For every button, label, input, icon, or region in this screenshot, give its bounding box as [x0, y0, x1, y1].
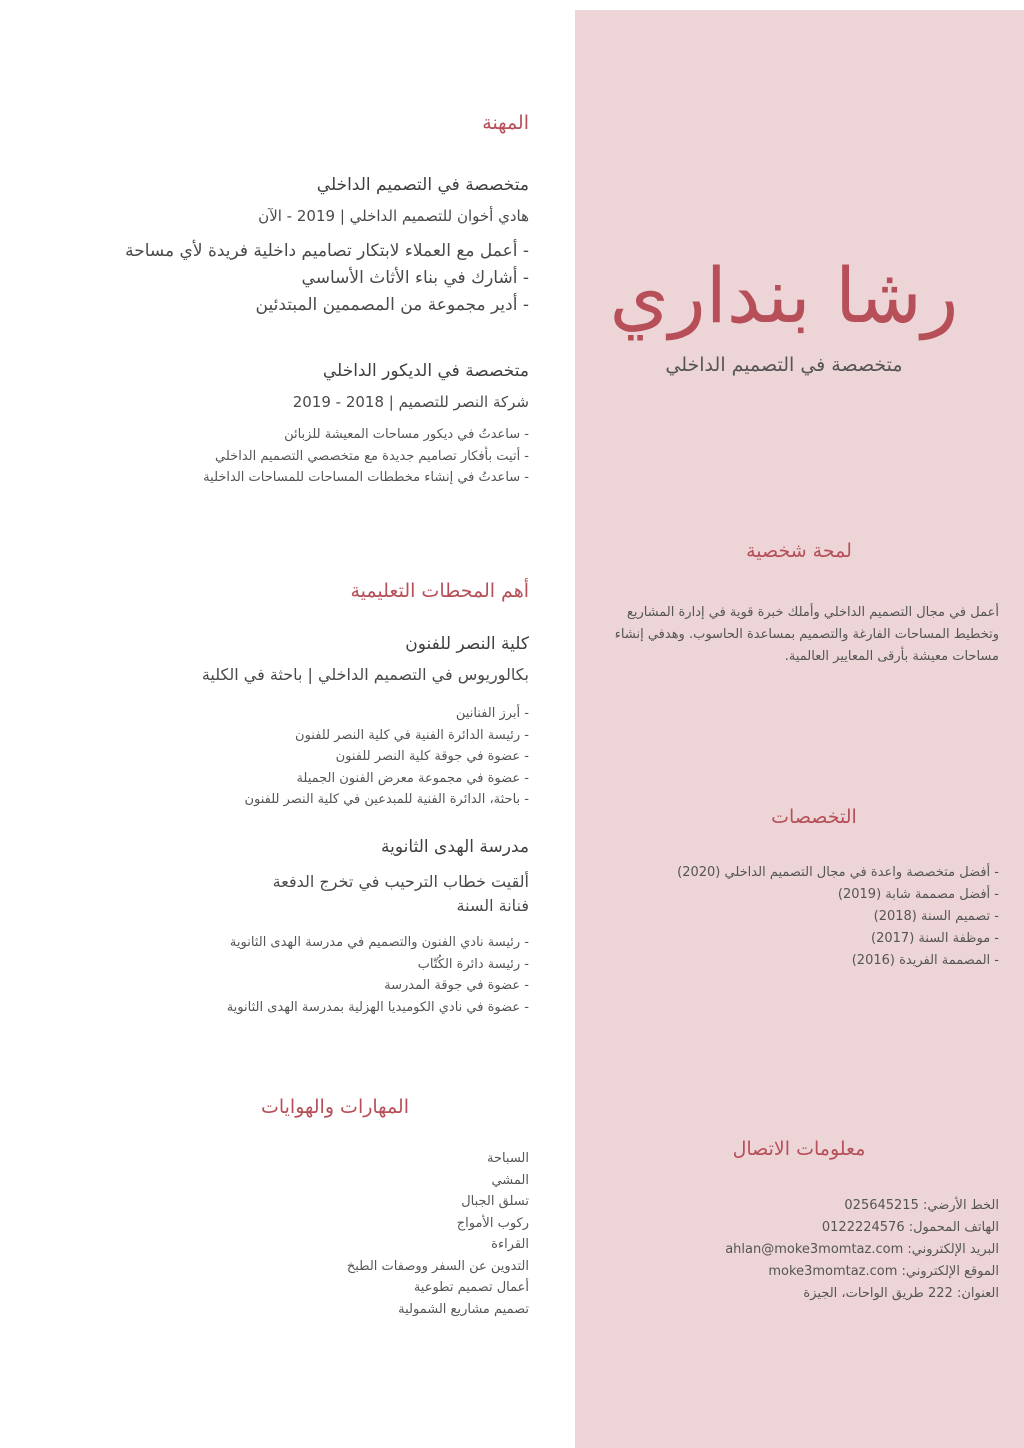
- contact-heading: معلومات الاتصال: [732, 1138, 866, 1160]
- list-item: - أدير مجموعة من المصممين المبتدئين: [255, 295, 529, 315]
- job-entry: [49, 172, 529, 319]
- contact-address: العنوان: 222 طريق الواحات، الجيزة: [803, 1286, 999, 1301]
- sidebar-panel: [575, 10, 1024, 1448]
- list-item: - موظفة السنة (2017): [871, 931, 999, 946]
- job-company: شركة النصر للتصميم | 2018 - 2019: [292, 393, 529, 411]
- school-activities-list: [49, 703, 529, 811]
- job-duties-list: [49, 238, 529, 319]
- job-entry: [49, 358, 529, 489]
- summary-heading: لمحة شخصية: [746, 540, 852, 562]
- list-item: السباحة: [486, 1151, 529, 1166]
- skills-heading: المهارات والهوايات: [260, 1096, 409, 1118]
- list-item: - أتيت بأفكار تصاميم جديدة مع متخصصي التصميم الداخلي: [215, 448, 529, 464]
- list-item: تسلق الجبال: [461, 1194, 529, 1209]
- list-item: - عضوة في مجموعة معرض الفنون الجميلة: [296, 770, 529, 786]
- career-heading: المهنة: [482, 112, 529, 134]
- list-item: ركوب الأمواج: [456, 1215, 529, 1231]
- candidate-name: رشا بنداري: [609, 251, 959, 340]
- contact-website[interactable]: الموقع الإلكتروني: moke3momtaz.com: [768, 1264, 999, 1279]
- list-item: - رئيسة نادي الفنون والتصميم في مدرسة الهدى الثانوية: [229, 935, 529, 950]
- summary-text: أعمل في مجال التصميم الداخلي وأملك خبرة قوية في إدارة المشاريع وتخطيط المساحات الفارغة والتصميم بمساعدة الحاسوب. وهدفي إنشاء مساحات معيشة بأرقى المعايير العالمية.: [614, 605, 999, 664]
- list-item: أعمال تصميم تطوعية: [413, 1280, 529, 1295]
- list-item: - رئيسة دائرة الكُتّاب: [417, 956, 529, 972]
- school-degree: بكالوريوس في التصميم الداخلي | باحثة في الكلية: [201, 665, 529, 684]
- list-item: - أعمل مع العملاء لابتكار تصاميم داخلية فريدة لأي مساحة: [125, 241, 529, 261]
- list-item: - رئيسة الدائرة الفنية في كلية النصر للفنون: [295, 727, 529, 743]
- list-item: - ساعدتُ في إنشاء مخططات المساحات للمساحات الداخلية: [203, 470, 529, 485]
- contact-landline: الخط الأرضي: 025645215: [844, 1198, 999, 1213]
- skills-list: [129, 1148, 529, 1320]
- list-item: - عضوة في جوقة كلية النصر للفنون: [335, 749, 529, 764]
- education-heading: أهم المحطات التعليمية: [350, 580, 529, 602]
- list-item: المشي: [491, 1172, 529, 1188]
- contact-mobile: الهاتف المحمول: 0122224576: [821, 1220, 999, 1235]
- list-item: - أفضل مصممة شابة (2019): [837, 887, 999, 902]
- education-entry: [49, 631, 529, 811]
- list-item: - أبرز الفنانين: [455, 706, 529, 721]
- school-name: مدرسة الهدى الثانوية: [381, 837, 529, 857]
- list-item: تصميم مشاريع الشمولية: [398, 1301, 529, 1317]
- list-item: - عضوة في جوقة المدرسة: [384, 978, 529, 993]
- specialties-heading: التخصصات: [771, 806, 857, 828]
- list-item: - ساعدتُ في ديكور مساحات المعيشة للزبائن: [284, 427, 529, 442]
- education-entry: [49, 834, 529, 1018]
- job-company: هادي أخوان للتصميم الداخلي | 2019 - الآن: [258, 207, 529, 225]
- list-item: - تصميم السنة (2018): [873, 909, 999, 924]
- job-title: متخصصة في الديكور الداخلي: [322, 361, 529, 381]
- list-item: - أفضل متخصصة واعدة في مجال التصميم الداخلي (2020): [677, 865, 999, 880]
- job-duties-list: [49, 424, 529, 489]
- candidate-title: متخصصة في التصميم الداخلي: [665, 354, 903, 376]
- list-item: - أشارك في بناء الأثاث الأساسي: [301, 268, 529, 288]
- list-item: التدوين عن السفر ووصفات الطبخ: [346, 1258, 529, 1274]
- school-name: كلية النصر للفنون: [405, 634, 529, 654]
- contact-list: [599, 1195, 999, 1305]
- job-title: متخصصة في التصميم الداخلي: [316, 175, 529, 195]
- school-activities-list: [49, 932, 529, 1018]
- list-item: - باحثة، الدائرة الفنية للمبدعين في كلية النصر للفنون: [244, 792, 529, 807]
- list-item: - المصممة الفريدة (2016): [851, 953, 999, 968]
- contact-email[interactable]: البريد الإلكتروني: ahlan@moke3momtaz.com: [725, 1242, 999, 1257]
- school-honor: ألقيت خطاب الترحيب في تخرج الدفعة: [272, 872, 529, 891]
- specialties-list: [599, 862, 999, 972]
- list-item: القراءة: [491, 1237, 529, 1252]
- school-honor: فنانة السنة: [456, 896, 529, 915]
- list-item: - عضوة في نادي الكوميديا الهزلية بمدرسة الهدى الثانوية: [226, 999, 529, 1015]
